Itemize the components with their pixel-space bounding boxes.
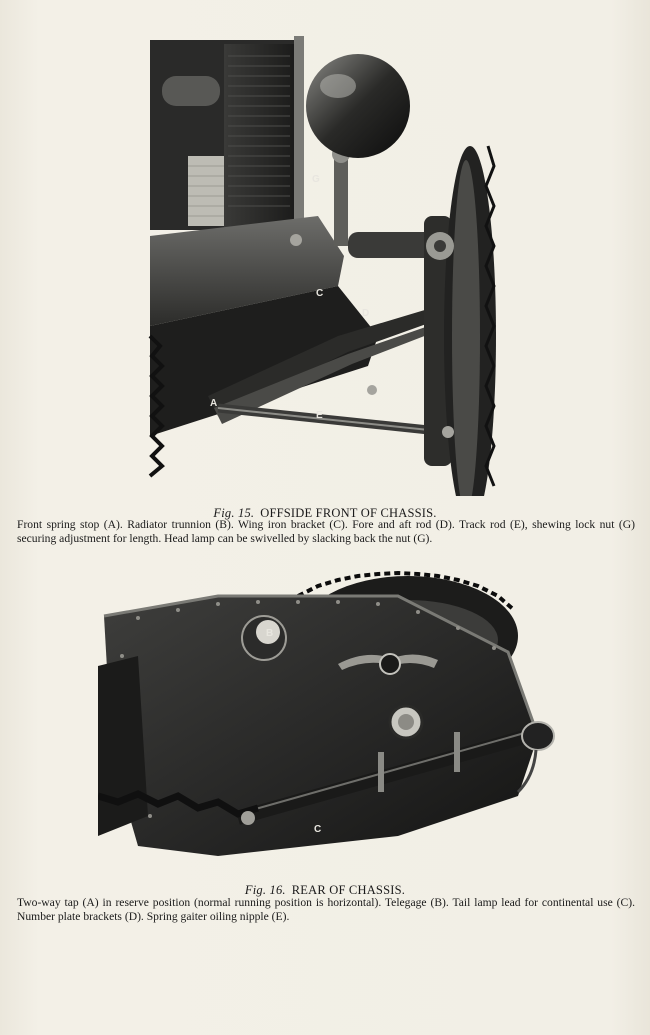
figure-15-caption: Front spring stop (A). Radiator trunnion (B). Wing iron bracket (C). Fore and aft rod (D). Track rod (E), shewing lock nut (G) securing adjustment for length. Head lamp can be swivelled by slacking back the nut (G). [17, 518, 635, 545]
figure-16-caption: Two-way tap (A) in reserve position (normal running position is horizontal). Telegage (B). Tail lamp lead for continental use (C). Number plate brackets (D). Spring gaiter oiling nipple (E). [17, 896, 635, 923]
rear-chassis-photo [98, 556, 562, 874]
front-chassis-photo [148, 36, 500, 496]
photo-label-d: D [362, 308, 370, 319]
photo-label-c: C [316, 288, 324, 299]
photo-label-c-rear: C [314, 824, 322, 835]
photo-label-a: A [210, 398, 218, 409]
figure-15-number: Fig. 15. [213, 506, 255, 520]
figure-16-heading: REAR OF CHASSIS. [291, 883, 406, 897]
figure-15-heading: OFFSIDE FRONT OF CHASSIS. [260, 506, 437, 520]
figure-16-number: Fig. 16. [244, 883, 286, 897]
photo-label-g: G [312, 174, 320, 185]
photo-label-e: E [316, 410, 323, 421]
photo-label-b: B [266, 628, 274, 639]
